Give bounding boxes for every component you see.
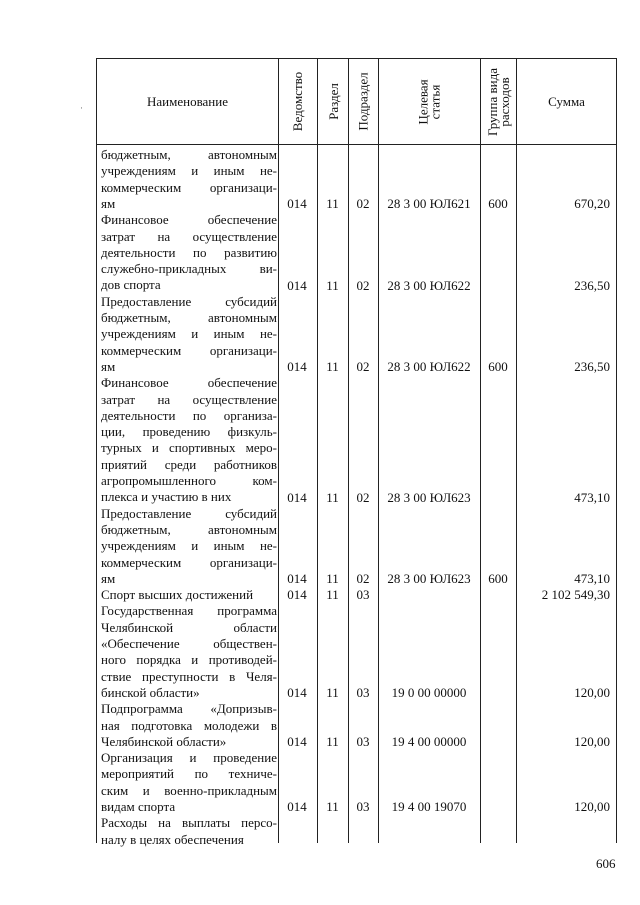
row-name-line: ям (101, 195, 116, 211)
header-podrazdel (349, 59, 378, 144)
row-name-line: агропромышленного ком- (101, 473, 277, 488)
row-name-line: коммерческим организаци- (101, 554, 277, 570)
row-name-line: бюджетным, автономным (101, 310, 277, 325)
header-gruppa (481, 59, 516, 144)
cell-summa: 120,00 (574, 734, 610, 749)
header-razdel (318, 59, 348, 144)
row-name-line: мероприятий по техниче- (101, 766, 277, 782)
row-name-line: ного порядка и противодей- (101, 652, 277, 668)
row-name-line: плекса и участию в них (101, 489, 232, 505)
row-name-line: видам спорта (101, 799, 176, 814)
cell-razdel: 11 (326, 359, 339, 375)
page-number: 606 (596, 856, 616, 871)
row-name-line: ции, проведению физкуль- (101, 424, 277, 440)
cell-podrazdel: 03 (356, 734, 370, 749)
cell-razdel: 11 (326, 571, 339, 586)
cell-razdel: 11 (326, 734, 339, 749)
cell-gruppa-vida: 600 (488, 571, 508, 586)
cell-vedomstvo: 014 (287, 359, 307, 375)
margin-dot: · (80, 103, 83, 113)
cell-podrazdel: 03 (356, 799, 370, 815)
row-name-line: ствие преступности в Челя- (101, 668, 277, 684)
row-name-line: Финансовое обеспечение (101, 375, 277, 391)
cell-vedomstvo: 014 (287, 277, 307, 293)
row-name-line: Спорт высших достижений (101, 587, 254, 603)
row-name-line: ским и военно-прикладным (101, 782, 277, 798)
header-celevaya (379, 59, 480, 144)
cell-vedomstvo: 014 (287, 196, 307, 212)
cell-gruppa-vida: 600 (488, 196, 508, 212)
cell-podrazdel: 02 (356, 571, 370, 586)
row-name-line: турных и спортивных меро- (101, 440, 277, 456)
cell-razdel: 11 (326, 685, 339, 701)
row-name-line: Челябинской области (101, 619, 277, 635)
cell-razdel: 11 (326, 489, 339, 505)
cell-podrazdel: 02 (356, 359, 370, 375)
header-summa: Сумма (548, 93, 585, 109)
cell-summa: 236,50 (574, 277, 610, 293)
cell-vedomstvo: 014 (287, 489, 307, 505)
row-name-line: Расходы на выплаты персо- (101, 815, 277, 831)
cell-vedomstvo: 014 (287, 734, 307, 749)
row-name-line: «Обеспечение обществен- (101, 636, 277, 651)
row-name-line: затрат на осуществление (101, 228, 277, 244)
row-name-line: бюджетным, автономным (101, 147, 277, 162)
cell-summa: 2 102 549,30 (541, 587, 610, 603)
header-name: Наименование (147, 93, 228, 109)
row-name-line: Челябинской области» (101, 733, 227, 749)
cell-razdel: 11 (326, 799, 339, 815)
row-name-line: ям (101, 358, 116, 374)
col-rule-right (616, 58, 617, 843)
cell-podrazdel: 02 (356, 277, 370, 293)
cell-summa: 236,50 (574, 359, 610, 375)
cell-summa: 473,10 (574, 489, 610, 505)
row-name-line: коммерческим организаци- (101, 179, 277, 195)
cell-podrazdel: 03 (356, 587, 370, 603)
col-rule-ved (317, 58, 318, 843)
row-name-line: затрат на осуществление (101, 391, 277, 407)
cell-razdel: 11 (326, 196, 339, 212)
cell-summa: 473,10 (574, 571, 610, 586)
cell-celevaya-statya: 19 4 00 19070 (391, 799, 467, 815)
row-name-line: Подпрограмма «Допризыв- (101, 701, 277, 717)
col-rule-cel (480, 58, 481, 843)
header-vedomstvo-label: Ведомство (290, 71, 306, 132)
cell-razdel: 11 (326, 587, 339, 603)
row-name-line: учреждениям и иным не- (101, 538, 277, 554)
cell-celevaya-statya: 19 0 00 00000 (391, 685, 467, 701)
row-name-line: налу в целях обеспечения (101, 831, 244, 847)
row-name-line: Предоставление субсидий (101, 293, 277, 309)
row-name-line: служебно-прикладных ви- (101, 261, 277, 277)
row-name-line: Финансовое обеспечение (101, 212, 277, 228)
row-name-line: учреждениям и иным не- (101, 326, 277, 342)
cell-celevaya-statya: 28 3 00 ЮЛ623 (387, 571, 471, 586)
row-name-line: дов спорта (101, 277, 161, 293)
cell-podrazdel: 03 (356, 685, 370, 701)
col-rule-grp (516, 58, 517, 843)
header-bottom-rule (96, 144, 616, 145)
row-name-line: деятельности по развитию (101, 244, 277, 260)
cell-celevaya-statya: 19 4 00 00000 (391, 734, 467, 749)
cell-summa: 120,00 (574, 685, 610, 701)
row-name-line: бюджетным, автономным (101, 521, 277, 537)
col-rule-pod (378, 58, 379, 843)
header-celevaya-label: Целевая статья (415, 78, 443, 125)
row-name-line: коммерческим организаци- (101, 342, 277, 358)
cell-podrazdel: 02 (356, 196, 370, 212)
cell-celevaya-statya: 28 3 00 ЮЛ621 (387, 196, 471, 212)
cell-celevaya-statya: 28 3 00 ЮЛ622 (387, 359, 471, 375)
row-name-line: Организация и проведение (101, 750, 277, 766)
row-name-line: деятельности по организа- (101, 407, 277, 423)
header-razdel-label: Раздел (325, 83, 341, 120)
cell-gruppa-vida: 600 (488, 359, 508, 375)
cell-vedomstvo: 014 (287, 685, 307, 701)
cell-vedomstvo: 014 (287, 571, 307, 586)
cell-celevaya-statya: 28 3 00 ЮЛ623 (387, 489, 471, 505)
row-name-line: Государственная программа (101, 603, 277, 619)
cell-celevaya-statya: 28 3 00 ЮЛ622 (387, 277, 471, 293)
header-gruppa-label: Группа вида расходов (484, 67, 512, 136)
row-name-line: бинской области» (101, 684, 200, 700)
header-vedomstvo (279, 59, 317, 144)
cell-vedomstvo: 014 (287, 799, 307, 815)
row-name-line: ям (101, 570, 116, 586)
row-name-line: учреждениям и иным не- (101, 163, 277, 179)
row-name-line: Предоставление субсидий (101, 505, 277, 521)
cell-razdel: 11 (326, 277, 339, 293)
cell-summa: 120,00 (574, 799, 610, 815)
cell-vedomstvo: 014 (287, 587, 307, 603)
cell-summa: 670,20 (574, 196, 610, 212)
cell-podrazdel: 02 (356, 489, 370, 505)
header-podrazdel-label: Подраздел (356, 72, 372, 131)
row-name-line: ная подготовка молодежи в (101, 717, 277, 733)
col-rule-name (278, 58, 279, 843)
row-name-line: приятий среди работников (101, 456, 277, 472)
col-rule-raz (348, 58, 349, 843)
col-rule-left (96, 58, 97, 843)
